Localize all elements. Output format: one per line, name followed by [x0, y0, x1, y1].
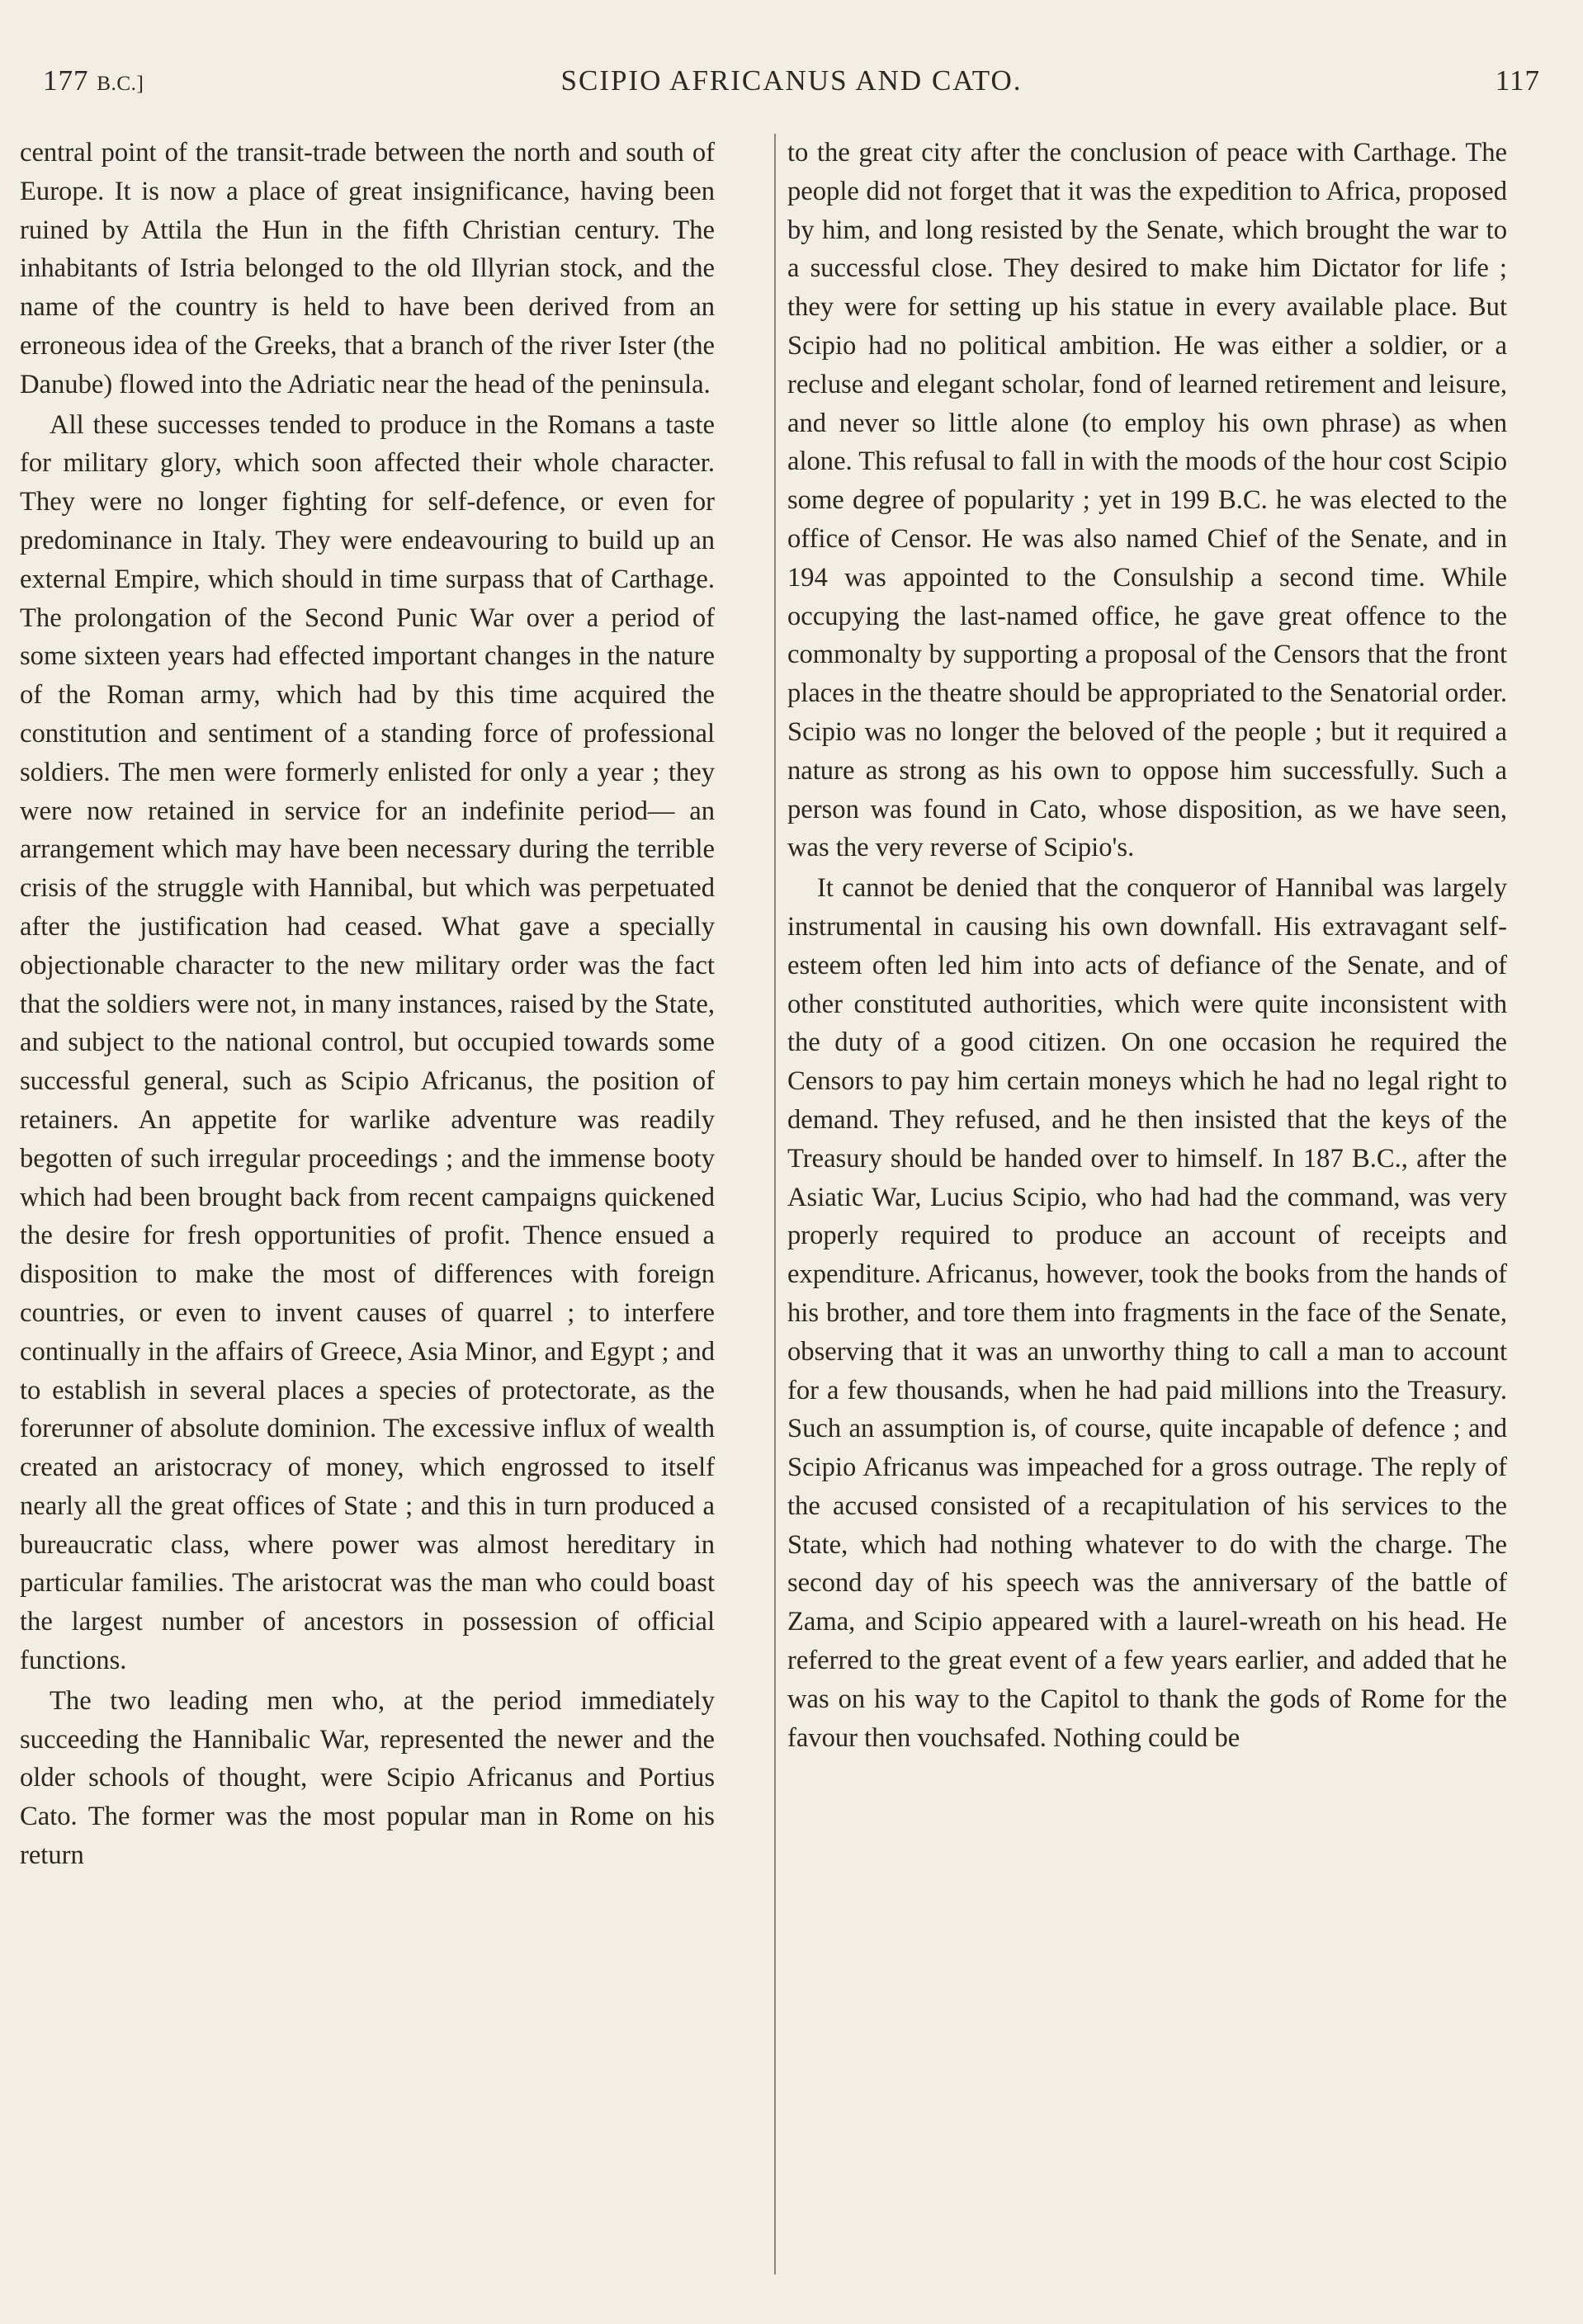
header-year-era: B.C.] [97, 73, 144, 95]
page-number: 117 [1495, 64, 1540, 97]
right-column [774, 134, 1507, 2274]
text-columns [20, 134, 1560, 2274]
left-paragraph-1: central point of the transit-trade between the north and south of Europe. It is now a place of great insignificance, having been ruined by Attila the Hun in the fifth Christian century. The inhabitants of Istria belonged to the old Illyrian stock, and the name of the country is held to have been derived from an erroneous idea of the Greeks, that a branch of the river Ister (the Danube) flowed into the Adriatic near the head of the peninsula. [20, 138, 715, 399]
running-title: SCIPIO AFRICANUS AND CATO. [560, 64, 1023, 97]
left-paragraph-2: All these successes tended to produce in the Romans a taste for military glory, which soon affected their whole character. They were no longer fighting for self-defence, or even for predominance in Italy. They were endeavouring to build up an external Empire, which should in time surpass that of Carthage. The prolongation of the Second Punic War over a period of some sixteen years had effected important changes in the nature of the Roman army, which had by this time acquired the constitution and sentiment of a standing force of professional soldiers. The men were formerly enlisted for only a year ; they were now retained in service for an indefinite period— an arrangement which may have been necessary during the terrible crisis of the struggle with Hannibal, but which was perpetuated after the justification had ceased. What gave a specially objectionable character to the new military order was the fact that the soldiers were not, in many instances, raised by the State, and subject to the national control, but occupied towards some successful general, such as Scipio Africanus, the position of retainers. An appetite for warlike adventure was readily begotten of such irregular proceedings ; and the immense booty which had been brought back from recent campaigns quickened the desire for fresh opportunities of profit. Thence ensued a disposition to make the most of differences with foreign countries, or even to invent causes of quarrel ; to interfere continually in the affairs of Greece, Asia Minor, and Egypt ; and to establish in several places a species of protectorate, as the forerunner of absolute dominion. The excessive influx of wealth created an aristocracy of money, which engrossed to itself nearly all the great offices of State ; and this in turn produced a bureaucratic class, where power was almost hereditary in particular families. The aristocrat was the man who could boast the largest number of ancestors in possession of official functions. [20, 409, 715, 1676]
left-paragraph-3: The two leading men who, at the period immediately succeeding the Hannibalic War, represented the newer and the older schools of thought, were Scipio Africanus and Portius Cato. The former was the most popular man in Rome on his return [20, 1685, 715, 1871]
left-column [20, 134, 731, 2274]
header-year-number: 177 [43, 64, 89, 97]
right-paragraph-1: to the great city after the conclusion of peace with Carthage. The people did not forget that it was the expedition to Africa, proposed by him, and long resisted by the Senate, which brought the war to a successful close. They desired to make him Dictator for life ; they were for setting up his statue in every available place. But Scipio had no political ambition. He was either a soldier, or a recluse and elegant scholar, fond of learned retirement and leisure, and never so little alone (to employ his own phrase) as when alone. This refusal to fall in with the moods of the hour cost Scipio some degree of popularity ; yet in 199 B.C. he was elected to the office of Censor. He was also named Chief of the Senate, and in 194 was appointed to the Consulship a second time. While occupying the last-named office, he gave great offence to the commonalty by supporting a proposal of the Censors that the front places in the theatre should be appropriated to the Senatorial order. Scipio was no longer the beloved of the people ; but it required a nature as strong as his own to oppose him successfully. Such a person was found in Cato, whose disposition, as we have seen, was the very reverse of Scipio's. [787, 138, 1507, 863]
running-header [43, 64, 1540, 114]
right-paragraph-2: It cannot be denied that the conqueror of Hannibal was largely instrumental in causing his own downfall. His extravagant self-esteem often led him into acts of defiance of the Senate, and of other constituted authorities, which were quite inconsistent with the duty of a good citizen. On one occasion he required the Censors to pay him certain moneys which he had no legal right to demand. They refused, and he then insisted that the keys of the Treasury should be handed over to himself. In 187 B.C., after the Asiatic War, Lucius Scipio, who had had the command, was very properly required to produce an account of receipts and expenditure. Africanus, however, took the books from the hands of his brother, and tore them into fragments in the face of the Senate, observing that it was an unworthy thing to call a man to account for a few thousands, when he had paid millions into the Treasury. Such an assumption is, of course, quite incapable of defence ; and Scipio Africanus was impeached for a gross outrage. The reply of the accused consisted of a recapitulation of his services to the State, which had nothing whatever to do with the charge. The second day of his speech was the anniversary of the battle of Zama, and Scipio appeared with a laurel-wreath on his head. He referred to the great event of a few years earlier, and added that he was on his way to the Capitol to thank the gods of Rome for the favour then vouchsafed. Nothing could be [787, 873, 1507, 1753]
